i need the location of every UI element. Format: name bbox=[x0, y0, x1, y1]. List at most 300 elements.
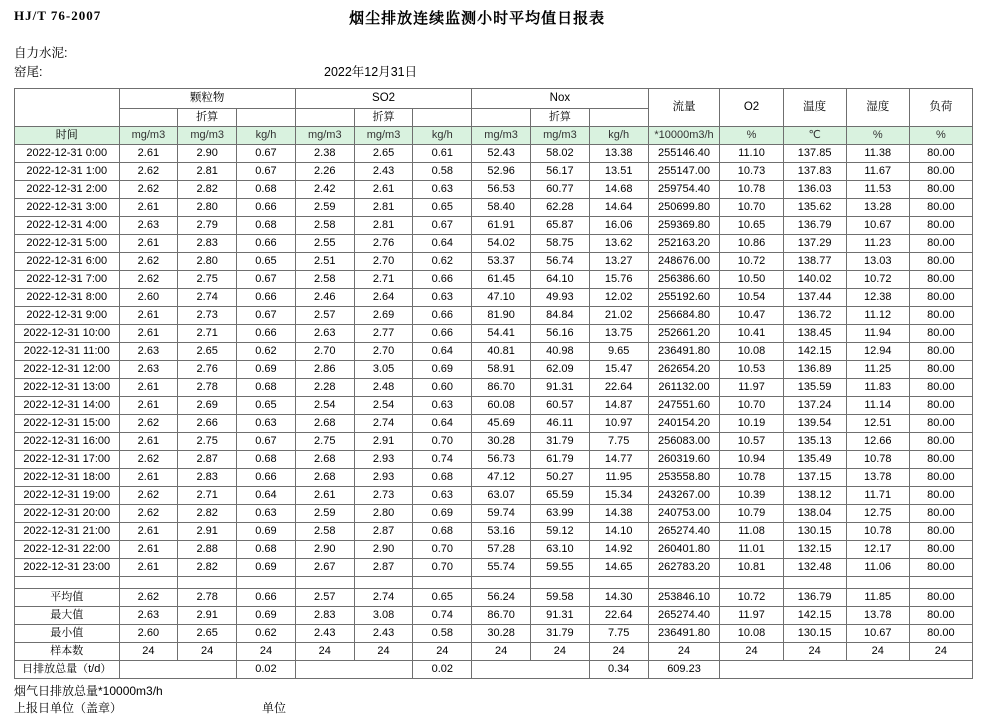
table-row-cell: 240154.20 bbox=[648, 415, 720, 433]
table-row-cell: 0.62 bbox=[413, 253, 472, 271]
table-row-cell: 2.54 bbox=[295, 397, 354, 415]
table-row-cell: 135.49 bbox=[783, 451, 846, 469]
summary-row-cell: 24 bbox=[648, 643, 720, 661]
table-row-cell: 2.88 bbox=[178, 541, 237, 559]
table-row-cell: 14.68 bbox=[589, 181, 648, 199]
table-row-cell: 63.07 bbox=[472, 487, 531, 505]
table-row bbox=[15, 325, 973, 343]
table-row-cell: 0.66 bbox=[237, 199, 296, 217]
group-header-nox: Nox bbox=[472, 89, 648, 109]
unit-o2: % bbox=[720, 127, 783, 145]
table-row-cell: 40.81 bbox=[472, 343, 531, 361]
table-row-cell: 2.61 bbox=[354, 181, 413, 199]
table-row-cell: 2.62 bbox=[119, 487, 178, 505]
table-row-cell: 13.28 bbox=[846, 199, 909, 217]
spacer-cell bbox=[589, 577, 648, 589]
table-row-cell: 2.48 bbox=[354, 379, 413, 397]
table-row-cell: 2.43 bbox=[354, 163, 413, 181]
summary-row-cell: 24 bbox=[354, 643, 413, 661]
table-row-cell: 2.61 bbox=[119, 523, 178, 541]
table-row-label: 2022-12-31 23:00 bbox=[15, 559, 120, 577]
org-label: 自力水泥: bbox=[14, 45, 68, 60]
table-row bbox=[15, 505, 973, 523]
table-row-cell: 2.46 bbox=[295, 289, 354, 307]
table-row-cell: 2.54 bbox=[354, 397, 413, 415]
table-row-cell: 2.51 bbox=[295, 253, 354, 271]
table-row-cell: 138.12 bbox=[783, 487, 846, 505]
sub-pm-raw bbox=[119, 109, 178, 127]
table-row-cell: 2.68 bbox=[295, 451, 354, 469]
table-row-cell: 54.41 bbox=[472, 325, 531, 343]
table-row-cell: 80.00 bbox=[909, 181, 972, 199]
unit-so2-rate: kg/h bbox=[413, 127, 472, 145]
table-row-cell: 11.25 bbox=[846, 361, 909, 379]
footer-stamp-label: 上报日单位（盖章） bbox=[14, 701, 123, 715]
table-row-cell: 247551.60 bbox=[648, 397, 720, 415]
table-row-cell: 253558.80 bbox=[648, 469, 720, 487]
table-row-cell: 9.65 bbox=[589, 343, 648, 361]
table-row-cell: 0.62 bbox=[237, 343, 296, 361]
spacer-cell bbox=[354, 577, 413, 589]
summary-row-cell: 24 bbox=[472, 643, 531, 661]
table-row-cell: 10.53 bbox=[720, 361, 783, 379]
table-row-cell: 135.62 bbox=[783, 199, 846, 217]
table-row-cell: 0.69 bbox=[237, 523, 296, 541]
summary-row-cell: 2.65 bbox=[178, 625, 237, 643]
table-row-cell: 2.71 bbox=[178, 487, 237, 505]
table-row-cell: 0.66 bbox=[413, 307, 472, 325]
table-row-cell: 2.73 bbox=[354, 487, 413, 505]
table-row-cell: 2.58 bbox=[295, 217, 354, 235]
table-row-cell: 10.19 bbox=[720, 415, 783, 433]
table-row-cell: 11.95 bbox=[589, 469, 648, 487]
table-row-label: 2022-12-31 21:00 bbox=[15, 523, 120, 541]
table-row-cell: 14.87 bbox=[589, 397, 648, 415]
table-row-cell: 47.12 bbox=[472, 469, 531, 487]
table-row-label: 2022-12-31 18:00 bbox=[15, 469, 120, 487]
table-row-cell: 11.53 bbox=[846, 181, 909, 199]
table-row-cell: 11.06 bbox=[846, 559, 909, 577]
table-row-cell: 2.80 bbox=[178, 199, 237, 217]
table-row-cell: 0.65 bbox=[237, 253, 296, 271]
table-row-cell: 2.75 bbox=[295, 433, 354, 451]
table-row-label: 2022-12-31 13:00 bbox=[15, 379, 120, 397]
table-row-cell: 255147.00 bbox=[648, 163, 720, 181]
table-row-cell: 0.67 bbox=[413, 217, 472, 235]
table-row-cell: 11.12 bbox=[846, 307, 909, 325]
sub-so2-converted: 折算 bbox=[354, 109, 413, 127]
table-row-cell: 10.73 bbox=[720, 163, 783, 181]
summary-row bbox=[15, 607, 973, 625]
table-row-cell: 10.86 bbox=[720, 235, 783, 253]
table-row-cell: 2.42 bbox=[295, 181, 354, 199]
table-row-cell: 50.27 bbox=[531, 469, 590, 487]
table-row-cell: 10.94 bbox=[720, 451, 783, 469]
summary-row bbox=[15, 589, 973, 607]
table-row-label: 2022-12-31 20:00 bbox=[15, 505, 120, 523]
sub-pm-rate bbox=[237, 109, 296, 127]
summary-row bbox=[15, 625, 973, 643]
table-row-cell: 2.28 bbox=[295, 379, 354, 397]
summary-row-cell: 59.58 bbox=[531, 589, 590, 607]
table-row-cell: 132.15 bbox=[783, 541, 846, 559]
group-header-flow: 流量 bbox=[648, 89, 720, 127]
table-row-cell: 11.14 bbox=[846, 397, 909, 415]
table-row-cell: 56.74 bbox=[531, 253, 590, 271]
summary-row-cell: 2.62 bbox=[119, 589, 178, 607]
table-unit-row bbox=[15, 127, 973, 145]
table-row-cell: 135.59 bbox=[783, 379, 846, 397]
table-row-cell: 14.65 bbox=[589, 559, 648, 577]
table-row-cell: 2.74 bbox=[354, 415, 413, 433]
table-row-label: 2022-12-31 16:00 bbox=[15, 433, 120, 451]
table-row-label: 2022-12-31 14:00 bbox=[15, 397, 120, 415]
table-row-cell: 2.70 bbox=[354, 253, 413, 271]
table-row-cell: 59.55 bbox=[531, 559, 590, 577]
footer-unit-label: 单位 bbox=[262, 701, 287, 715]
table-row-cell: 2.87 bbox=[354, 523, 413, 541]
unit-pm-rate: kg/h bbox=[237, 127, 296, 145]
table-row-cell: 132.48 bbox=[783, 559, 846, 577]
table-row-cell: 10.81 bbox=[720, 559, 783, 577]
table-row-cell: 0.66 bbox=[237, 289, 296, 307]
table-row-cell: 0.63 bbox=[413, 397, 472, 415]
table-row-cell: 12.02 bbox=[589, 289, 648, 307]
table-row-label: 2022-12-31 10:00 bbox=[15, 325, 120, 343]
table-row-cell: 137.29 bbox=[783, 235, 846, 253]
summary-row-cell: 24 bbox=[119, 643, 178, 661]
table-row-cell: 80.00 bbox=[909, 433, 972, 451]
summary-row-cell: 7.75 bbox=[589, 625, 648, 643]
footer-block bbox=[14, 683, 973, 717]
table-row-cell: 2.62 bbox=[119, 163, 178, 181]
table-row-cell: 55.74 bbox=[472, 559, 531, 577]
table-row-cell: 14.10 bbox=[589, 523, 648, 541]
table-row-cell: 0.63 bbox=[413, 181, 472, 199]
summary-row-cell: 80.00 bbox=[909, 607, 972, 625]
table-row-cell: 2.61 bbox=[119, 307, 178, 325]
table-row-cell: 60.77 bbox=[531, 181, 590, 199]
table-row-cell: 0.63 bbox=[413, 289, 472, 307]
table-row-cell: 262783.20 bbox=[648, 559, 720, 577]
spacer-cell bbox=[119, 577, 178, 589]
summary-row-cell: 2.91 bbox=[178, 607, 237, 625]
table-row bbox=[15, 163, 973, 181]
table-row-cell: 12.75 bbox=[846, 505, 909, 523]
meta-block bbox=[14, 42, 973, 80]
table-row-label: 2022-12-31 2:00 bbox=[15, 181, 120, 199]
table-row-cell: 10.72 bbox=[720, 253, 783, 271]
table-row-cell: 58.75 bbox=[531, 235, 590, 253]
table-row-cell: 2.38 bbox=[295, 145, 354, 163]
table-row-cell: 80.00 bbox=[909, 361, 972, 379]
table-row-cell: 2.68 bbox=[295, 415, 354, 433]
report-date: 2022年12月31日 bbox=[324, 64, 418, 79]
table-row-cell: 56.17 bbox=[531, 163, 590, 181]
table-row-cell: 2.57 bbox=[295, 307, 354, 325]
table-row bbox=[15, 541, 973, 559]
table-row-cell: 256386.60 bbox=[648, 271, 720, 289]
summary-row-label: 最小值 bbox=[15, 625, 120, 643]
table-row-cell: 137.44 bbox=[783, 289, 846, 307]
table-row-cell: 256684.80 bbox=[648, 307, 720, 325]
table-row-cell: 2.61 bbox=[119, 235, 178, 253]
summary-row-cell: 24 bbox=[178, 643, 237, 661]
table-row-cell: 2.80 bbox=[178, 253, 237, 271]
table-row-cell: 0.69 bbox=[413, 505, 472, 523]
table-row-cell: 0.67 bbox=[237, 433, 296, 451]
table-row-cell: 80.00 bbox=[909, 397, 972, 415]
summary-row-cell: 22.64 bbox=[589, 607, 648, 625]
table-row-label: 2022-12-31 11:00 bbox=[15, 343, 120, 361]
table-row-cell: 260401.80 bbox=[648, 541, 720, 559]
table-row-label: 2022-12-31 9:00 bbox=[15, 307, 120, 325]
table-row-cell: 80.00 bbox=[909, 199, 972, 217]
table-row-cell: 0.68 bbox=[237, 451, 296, 469]
table-row-cell: 142.15 bbox=[783, 343, 846, 361]
table-row-cell: 2.62 bbox=[119, 451, 178, 469]
table-row-cell: 248676.00 bbox=[648, 253, 720, 271]
table-row-cell: 10.57 bbox=[720, 433, 783, 451]
table-row-cell: 256083.00 bbox=[648, 433, 720, 451]
table-row-cell: 80.00 bbox=[909, 325, 972, 343]
table-row-label: 2022-12-31 22:00 bbox=[15, 541, 120, 559]
table-row bbox=[15, 433, 973, 451]
summary-row-cell: 56.24 bbox=[472, 589, 531, 607]
table-row-cell: 2.26 bbox=[295, 163, 354, 181]
table-row-cell: 12.38 bbox=[846, 289, 909, 307]
table-row-cell: 236491.80 bbox=[648, 343, 720, 361]
table-row-label: 2022-12-31 0:00 bbox=[15, 145, 120, 163]
table-row-cell: 252163.20 bbox=[648, 235, 720, 253]
table-row-cell: 2.68 bbox=[295, 469, 354, 487]
table-row-cell: 2.65 bbox=[354, 145, 413, 163]
group-header-time bbox=[15, 89, 120, 127]
table-row-cell: 10.54 bbox=[720, 289, 783, 307]
unit-pm-raw: mg/m3 bbox=[119, 127, 178, 145]
table-row-cell: 2.61 bbox=[119, 559, 178, 577]
summary-row-cell: 0.66 bbox=[237, 589, 296, 607]
table-row-cell: 86.70 bbox=[472, 379, 531, 397]
summary-row-cell: 3.08 bbox=[354, 607, 413, 625]
unit-temperature: ℃ bbox=[783, 127, 846, 145]
summary-row-cell: 24 bbox=[531, 643, 590, 661]
table-row-cell: 140.02 bbox=[783, 271, 846, 289]
table-row-cell: 2.87 bbox=[354, 559, 413, 577]
table-row-cell: 137.15 bbox=[783, 469, 846, 487]
table-row-cell: 2.71 bbox=[354, 271, 413, 289]
table-row-cell: 91.31 bbox=[531, 379, 590, 397]
table-row-cell: 136.03 bbox=[783, 181, 846, 199]
table-row-cell: 31.79 bbox=[531, 433, 590, 451]
table-row-cell: 2.65 bbox=[178, 343, 237, 361]
table-row-cell: 136.72 bbox=[783, 307, 846, 325]
table-row-cell: 0.66 bbox=[413, 325, 472, 343]
table-spacer-row bbox=[15, 577, 973, 589]
table-row-cell: 58.02 bbox=[531, 145, 590, 163]
unit-flow: *10000m3/h bbox=[648, 127, 720, 145]
table-row-cell: 16.06 bbox=[589, 217, 648, 235]
table-row-cell: 2.90 bbox=[354, 541, 413, 559]
table-row-cell: 2.83 bbox=[178, 235, 237, 253]
spacer-cell bbox=[15, 577, 120, 589]
summary-row-cell: 265274.40 bbox=[648, 607, 720, 625]
summary-row-cell: 2.83 bbox=[295, 607, 354, 625]
table-row-cell: 12.51 bbox=[846, 415, 909, 433]
summary-row-cell: 80.00 bbox=[909, 589, 972, 607]
table-row-cell: 80.00 bbox=[909, 415, 972, 433]
table-row-cell: 0.58 bbox=[413, 163, 472, 181]
table-row-cell: 2.90 bbox=[295, 541, 354, 559]
table-row-cell: 2.69 bbox=[354, 307, 413, 325]
table-row-cell: 65.87 bbox=[531, 217, 590, 235]
table-row-cell: 80.00 bbox=[909, 289, 972, 307]
table-row-cell: 2.93 bbox=[354, 469, 413, 487]
spacer-cell bbox=[237, 577, 296, 589]
page-title: 烟尘排放连续监测小时平均值日报表 bbox=[349, 10, 606, 27]
spacer-cell bbox=[413, 577, 472, 589]
table-row-cell: 80.00 bbox=[909, 505, 972, 523]
table-row-cell: 0.70 bbox=[413, 433, 472, 451]
table-row-cell: 10.70 bbox=[720, 397, 783, 415]
table-row-cell: 80.00 bbox=[909, 163, 972, 181]
table-row-cell: 10.39 bbox=[720, 487, 783, 505]
summary-row-cell: 130.15 bbox=[783, 625, 846, 643]
table-row-cell: 0.66 bbox=[237, 469, 296, 487]
table-row-cell: 12.66 bbox=[846, 433, 909, 451]
table-row-cell: 57.28 bbox=[472, 541, 531, 559]
table-row-cell: 80.00 bbox=[909, 253, 972, 271]
table-row-cell: 259369.80 bbox=[648, 217, 720, 235]
table-row-cell: 136.79 bbox=[783, 217, 846, 235]
table-row-cell: 2.62 bbox=[119, 415, 178, 433]
table-row-cell: 0.63 bbox=[413, 487, 472, 505]
table-row-cell: 0.68 bbox=[237, 541, 296, 559]
table-row-cell: 2.62 bbox=[119, 271, 178, 289]
table-row-cell: 2.81 bbox=[354, 199, 413, 217]
table-row bbox=[15, 451, 973, 469]
unit-load: % bbox=[909, 127, 972, 145]
group-header-o2: O2 bbox=[720, 89, 783, 127]
table-row-cell: 2.62 bbox=[119, 253, 178, 271]
table-row-cell: 2.60 bbox=[119, 289, 178, 307]
table-row-cell: 255146.40 bbox=[648, 145, 720, 163]
table-row-cell: 7.75 bbox=[589, 433, 648, 451]
table-row-cell: 56.73 bbox=[472, 451, 531, 469]
table-row-label: 2022-12-31 3:00 bbox=[15, 199, 120, 217]
table-row-cell: 2.61 bbox=[119, 397, 178, 415]
table-row-cell: 2.61 bbox=[119, 199, 178, 217]
table-row-label: 2022-12-31 6:00 bbox=[15, 253, 120, 271]
table-row-cell: 0.74 bbox=[413, 451, 472, 469]
monitoring-table bbox=[14, 88, 973, 679]
table-row-cell: 14.64 bbox=[589, 199, 648, 217]
table-row-cell: 250699.80 bbox=[648, 199, 720, 217]
table-row-cell: 0.64 bbox=[413, 343, 472, 361]
table-row-cell: 0.69 bbox=[413, 361, 472, 379]
table-row-cell: 61.79 bbox=[531, 451, 590, 469]
table-row-cell: 14.38 bbox=[589, 505, 648, 523]
daily-total-flow: 609.23 bbox=[648, 661, 720, 679]
summary-row-cell: 31.79 bbox=[531, 625, 590, 643]
table-row-cell: 10.97 bbox=[589, 415, 648, 433]
summary-row-cell: 11.85 bbox=[846, 589, 909, 607]
table-row-cell: 15.34 bbox=[589, 487, 648, 505]
group-header-pm: 颗粒物 bbox=[119, 89, 295, 109]
table-row-cell: 0.65 bbox=[237, 397, 296, 415]
table-row-cell: 2.58 bbox=[295, 523, 354, 541]
table-row bbox=[15, 217, 973, 235]
table-row-cell: 139.54 bbox=[783, 415, 846, 433]
table-row-cell: 2.55 bbox=[295, 235, 354, 253]
table-row-cell: 21.02 bbox=[589, 307, 648, 325]
group-header-so2: SO2 bbox=[295, 89, 471, 109]
table-row-cell: 0.68 bbox=[413, 469, 472, 487]
table-row-cell: 80.00 bbox=[909, 235, 972, 253]
summary-row-cell: 0.69 bbox=[237, 607, 296, 625]
unit-nox-raw: mg/m3 bbox=[472, 127, 531, 145]
table-row-cell: 11.97 bbox=[720, 379, 783, 397]
summary-row-cell: 2.43 bbox=[295, 625, 354, 643]
table-row-cell: 11.83 bbox=[846, 379, 909, 397]
table-row-cell: 2.76 bbox=[354, 235, 413, 253]
table-row-cell: 0.60 bbox=[413, 379, 472, 397]
document-header bbox=[14, 6, 973, 28]
spacer-cell bbox=[846, 577, 909, 589]
table-row-cell: 2.61 bbox=[119, 469, 178, 487]
table-row-cell: 80.00 bbox=[909, 487, 972, 505]
table-row-cell: 2.77 bbox=[354, 325, 413, 343]
spacer-cell bbox=[178, 577, 237, 589]
table-row-cell: 60.57 bbox=[531, 397, 590, 415]
table-row-cell: 138.04 bbox=[783, 505, 846, 523]
summary-row-cell: 30.28 bbox=[472, 625, 531, 643]
table-row bbox=[15, 271, 973, 289]
table-row-cell: 80.00 bbox=[909, 343, 972, 361]
table-row-cell: 259754.40 bbox=[648, 181, 720, 199]
table-row-cell: 80.00 bbox=[909, 379, 972, 397]
table-row-cell: 61.45 bbox=[472, 271, 531, 289]
table-row-cell: 0.67 bbox=[237, 163, 296, 181]
table-row-cell: 80.00 bbox=[909, 541, 972, 559]
table-row bbox=[15, 559, 973, 577]
unit-nox-converted: mg/m3 bbox=[531, 127, 590, 145]
table-row-cell: 2.81 bbox=[354, 217, 413, 235]
table-row-cell: 10.78 bbox=[720, 469, 783, 487]
table-row-cell: 2.82 bbox=[178, 505, 237, 523]
table-row-cell: 11.23 bbox=[846, 235, 909, 253]
table-row bbox=[15, 289, 973, 307]
table-row-cell: 0.65 bbox=[413, 199, 472, 217]
table-row-cell: 261132.00 bbox=[648, 379, 720, 397]
summary-row-cell: 91.31 bbox=[531, 607, 590, 625]
standard-code: HJ/T 76-2007 bbox=[14, 8, 102, 23]
table-row-cell: 2.75 bbox=[178, 271, 237, 289]
summary-row-cell: 24 bbox=[909, 643, 972, 661]
table-row-cell: 2.78 bbox=[178, 379, 237, 397]
unit-time-label: 时间 bbox=[15, 127, 120, 145]
table-row-cell: 59.74 bbox=[472, 505, 531, 523]
summary-row-cell: 236491.80 bbox=[648, 625, 720, 643]
summary-row-cell: 2.60 bbox=[119, 625, 178, 643]
table-row-cell: 54.02 bbox=[472, 235, 531, 253]
table-row bbox=[15, 415, 973, 433]
table-row-cell: 2.73 bbox=[178, 307, 237, 325]
sub-nox-converted: 折算 bbox=[531, 109, 590, 127]
table-row-cell: 10.67 bbox=[846, 217, 909, 235]
sub-nox-raw bbox=[472, 109, 531, 127]
summary-row-cell: 13.78 bbox=[846, 607, 909, 625]
